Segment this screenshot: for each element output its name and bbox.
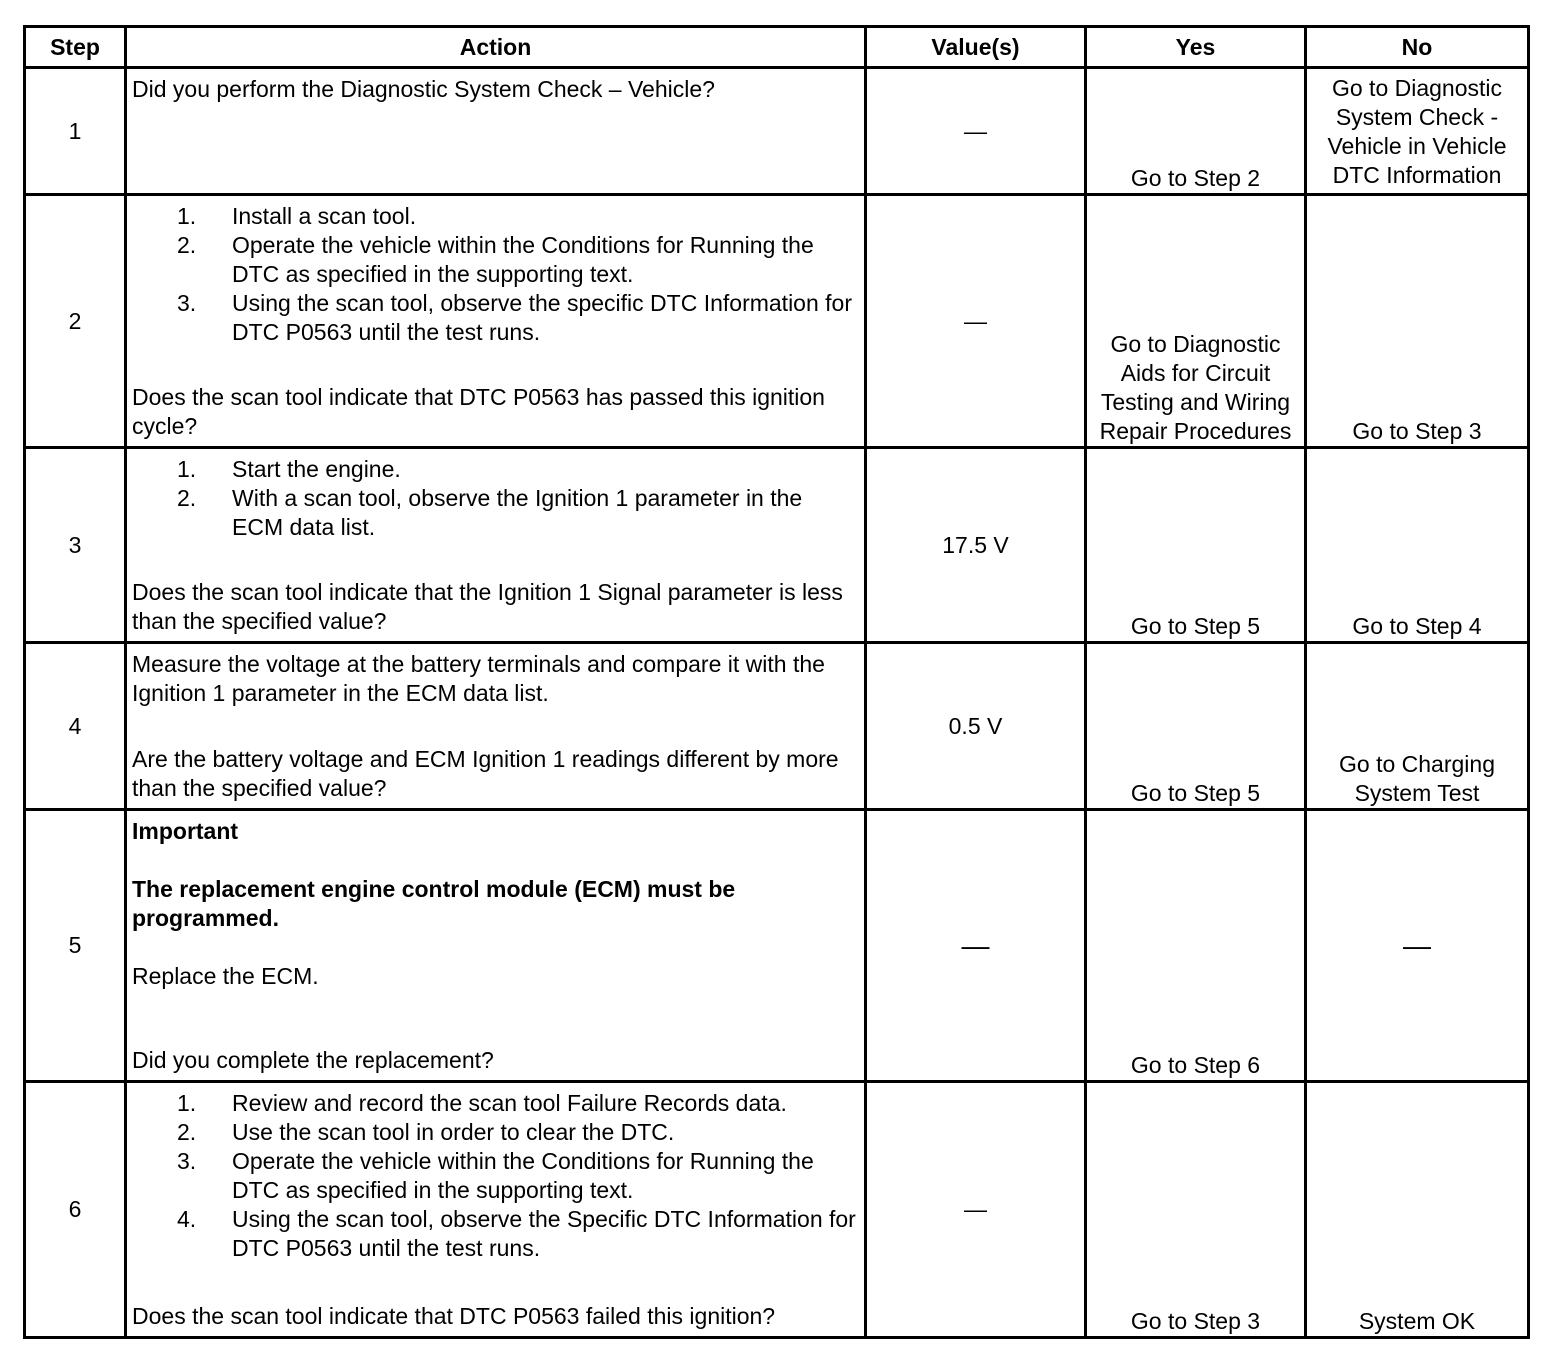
list-item: 3. Using the scan tool, observe the specific DTC Information for DTC P0563 until the test runs. <box>177 290 853 345</box>
yes-cell: Go to Diagnostic Aids for Circuit Testing and Wiring Repair Procedures <box>1086 195 1306 448</box>
step-number: 5 <box>25 810 126 1082</box>
action-instruction: Measure the voltage at the battery terminals and compare it with the Ignition 1 parameter in the ECM data list. <box>132 651 825 706</box>
action-steps-list <box>132 455 856 542</box>
no-cell: Go to Step 3 <box>1306 195 1529 448</box>
no-cell: Go to Charging System Test <box>1306 643 1529 810</box>
list-item: 2. Operate the vehicle within the Conditions for Running the DTC as specified in the supporting text. <box>177 232 814 287</box>
header-row <box>25 27 1529 68</box>
action-cell <box>126 195 866 448</box>
action-steps-list <box>132 202 856 347</box>
yes-cell: Go to Step 6 <box>1086 810 1306 1082</box>
no-cell: — <box>1306 810 1529 1082</box>
list-item: 2. Use the scan tool in order to clear the DTC. <box>177 1119 675 1145</box>
header-step: Step <box>25 27 126 68</box>
step-number: 6 <box>25 1082 126 1338</box>
action-question: Are the battery voltage and ECM Ignition 1 readings different by more than the specified value? <box>132 746 839 801</box>
step-number: 1 <box>25 68 126 195</box>
header-action: Action <box>126 27 866 68</box>
step-number: 2 <box>25 195 126 448</box>
yes-cell: Go to Step 5 <box>1086 448 1306 643</box>
list-item: 1. Install a scan tool. <box>177 203 417 229</box>
value-cell: — <box>866 195 1086 448</box>
list-item: 2. With a scan tool, observe the Ignition 1 parameter in the ECM data list. <box>177 485 803 540</box>
action-question: Did you perform the Diagnostic System Check – Vehicle? <box>132 76 715 102</box>
action-cell <box>126 448 866 643</box>
table-row <box>25 643 1529 810</box>
header-values: Value(s) <box>866 27 1086 68</box>
table-row <box>25 810 1529 1082</box>
header-yes: Yes <box>1086 27 1306 68</box>
action-cell <box>126 68 866 195</box>
step-number: 4 <box>25 643 126 810</box>
important-note: The replacement engine control module (ECM) must be programmed. <box>132 876 736 931</box>
list-item: 1. Review and record the scan tool Failure Records data. <box>177 1090 787 1116</box>
step-number: 3 <box>25 448 126 643</box>
table-row <box>25 195 1529 448</box>
action-steps-list <box>132 1089 856 1263</box>
list-item: 4. Using the scan tool, observe the Specific DTC Information for DTC P0563 until the test runs. <box>177 1206 856 1261</box>
action-question: Does the scan tool indicate that DTC P0563 failed this ignition? <box>132 1303 776 1329</box>
diagnostic-table <box>23 25 1530 1339</box>
action-question: Does the scan tool indicate that the Ignition 1 Signal parameter is less than the specified value? <box>132 579 843 634</box>
value-cell: — <box>866 1082 1086 1338</box>
value-cell: 17.5 V <box>866 448 1086 643</box>
yes-cell: Go to Step 2 <box>1086 68 1306 195</box>
list-item: 1. Start the engine. <box>177 456 401 482</box>
table-row <box>25 1082 1529 1338</box>
table-row <box>25 68 1529 195</box>
no-cell: System OK <box>1306 1082 1529 1338</box>
value-cell: 0.5 V <box>866 643 1086 810</box>
action-cell <box>126 810 866 1082</box>
no-cell: Go to Step 4 <box>1306 448 1529 643</box>
table-row <box>25 448 1529 643</box>
value-cell: — <box>866 810 1086 1082</box>
no-cell: Go to Diagnostic System Check - Vehicle in Vehicle DTC Information <box>1306 68 1529 195</box>
action-instruction: Replace the ECM. <box>132 963 319 989</box>
action-question: Does the scan tool indicate that DTC P0563 has passed this ignition cycle? <box>132 384 825 439</box>
action-question: Did you complete the replacement? <box>132 1047 494 1073</box>
yes-cell: Go to Step 5 <box>1086 643 1306 810</box>
yes-cell: Go to Step 3 <box>1086 1082 1306 1338</box>
action-cell <box>126 1082 866 1338</box>
list-item: 3. Operate the vehicle within the Conditions for Running the DTC as specified in the supporting text. <box>177 1148 814 1203</box>
action-cell <box>126 643 866 810</box>
important-label: Important <box>132 818 239 844</box>
value-cell: — <box>866 68 1086 195</box>
header-no: No <box>1306 27 1529 68</box>
